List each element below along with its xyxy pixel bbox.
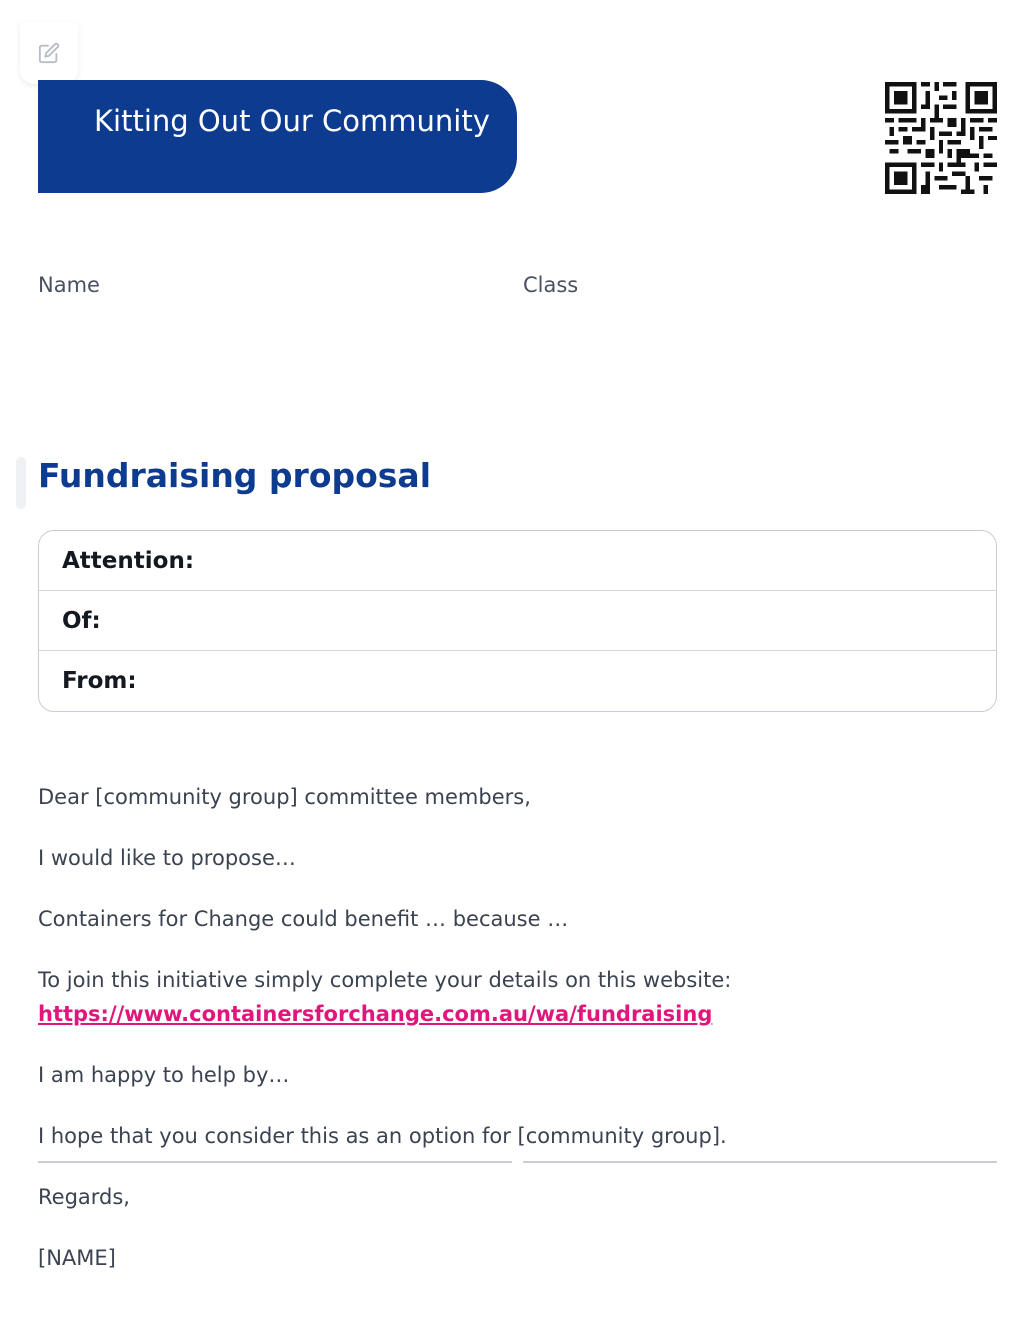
section-marker [16,457,26,509]
title-banner [38,80,517,193]
paragraph-benefit: Containers for Change could benefit … because … [38,907,569,931]
closing: Regards, [38,1185,130,1209]
attention-row[interactable] [39,531,996,591]
name-label: Name [38,273,100,297]
salutation: Dear [community group] committee members, [38,785,531,809]
signature: [NAME] [38,1246,116,1270]
edit-button[interactable] [20,22,78,84]
fundraising-link[interactable]: https://www.containersforchange.com.au/wa/fundraising [38,1002,713,1026]
qr-code-icon [885,82,997,194]
section-heading: Fundraising proposal [38,456,432,495]
edit-icon [38,42,60,64]
from-row[interactable] [39,651,996,711]
class-label: Class [523,273,579,297]
paragraph-join [38,963,731,1031]
paragraph-propose: I would like to propose… [38,846,296,870]
of-row[interactable] [39,591,996,651]
attention-table [38,530,997,712]
page-title: Kitting Out Our Community [94,104,490,138]
attention-label: Attention: [62,547,195,574]
join-text: To join this initiative simply complete your details on this website: [38,968,732,992]
paragraph-hope: I hope that you consider this as an option for [community group]. [38,1124,727,1148]
paragraph-help: I am happy to help by… [38,1063,290,1087]
of-label: Of: [62,607,101,634]
class-field-line[interactable] [523,1161,997,1163]
from-label: From: [62,668,137,694]
name-field-line[interactable] [38,1161,512,1163]
